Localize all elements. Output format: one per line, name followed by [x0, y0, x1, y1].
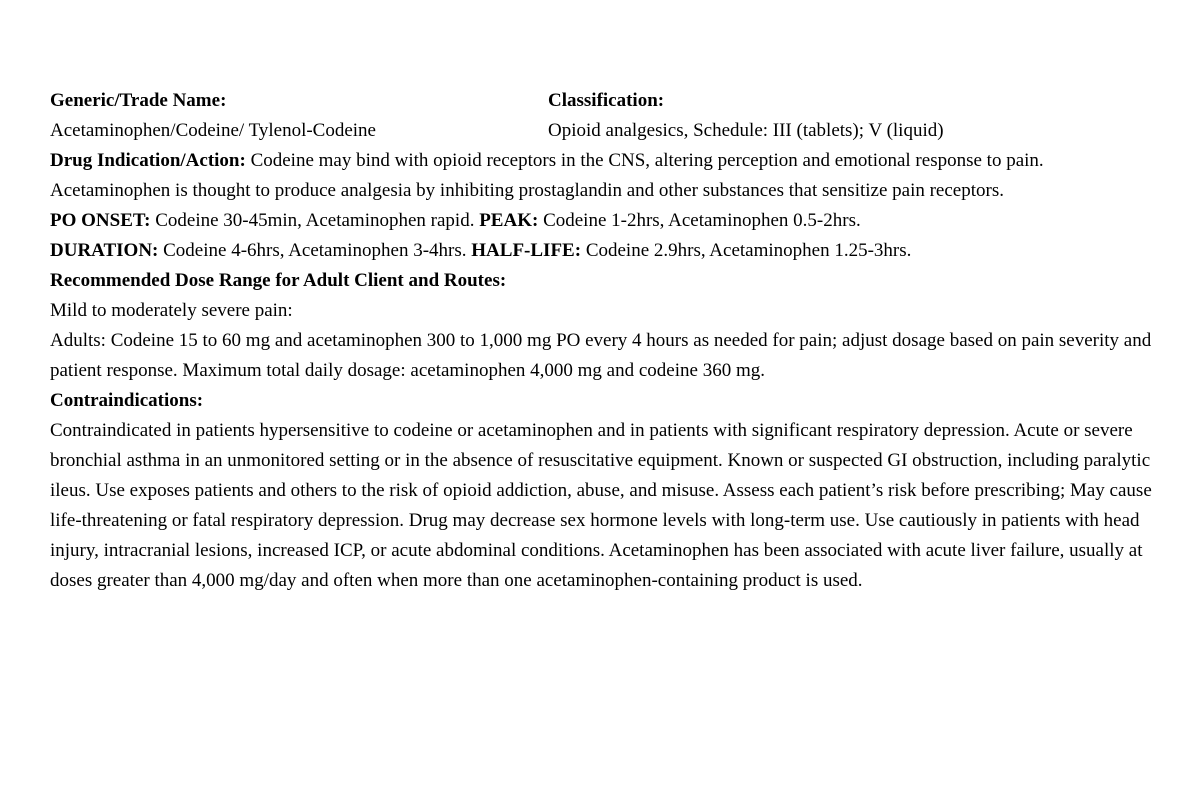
- drug-card: [50, 86, 1152, 596]
- duration-text: Codeine 4-6hrs, Acetaminophen 3-4hrs.: [158, 240, 472, 261]
- halflife-text: Codeine 2.9hrs, Acetaminophen 1.25-3hrs.: [581, 240, 912, 261]
- classification-label: Classification:: [548, 90, 665, 111]
- duration-label: DURATION:: [50, 240, 159, 261]
- indication-text: Codeine may bind with opioid receptors in the CNS, altering perception and emotional response to pain. Acetaminophen is thought to produce analgesia by inhibiting prostaglandin and other substances that sensitize pain receptors.: [50, 150, 1044, 201]
- contraindications-text: Contraindicated in patients hypersensitive to codeine or acetaminophen and in patients with significant respiratory depression. Acute or severe bronchial asthma in an unmonitored setting or in the absence of resuscitative equipment. Known or suspected GI obstruction, including paralytic ileus. Use exposes patients and others to the risk of opioid addiction, abuse, and misuse. Assess each patient’s risk before prescribing; May cause life-threatening or fatal respiratory depression. Drug may decrease sex hormone levels with long-term use. Use cautiously in patients with head injury, intracranial lesions, increased ICP, or acute abdominal conditions. Acetaminophen has been associated with acute liver failure, usually at doses greater than 4,000 mg/day and often when more than one acetaminophen-containing product is used.: [50, 420, 1152, 591]
- contraindications-heading: Contraindications:: [50, 390, 204, 411]
- classification-value: Opioid analgesics, Schedule: III (tablets); V (liquid): [548, 120, 944, 141]
- indication-label: Drug Indication/Action:: [50, 150, 246, 171]
- onset-label: PO ONSET:: [50, 210, 151, 231]
- peak-label: PEAK:: [479, 210, 539, 231]
- onset-text: Codeine 30-45min, Acetaminophen rapid.: [150, 210, 480, 231]
- header-labels-row: [50, 86, 1152, 116]
- header-values-row: [50, 116, 1152, 146]
- peak-text: Codeine 1-2hrs, Acetaminophen 0.5-2hrs.: [538, 210, 861, 231]
- generic-trade-name-value: Acetaminophen/Codeine/ Tylenol-Codeine: [50, 120, 376, 141]
- dose-heading: Recommended Dose Range for Adult Client and Routes:: [50, 270, 507, 291]
- indication-section: [50, 146, 1152, 206]
- dose-text: Adults: Codeine 15 to 60 mg and acetaminophen 300 to 1,000 mg PO every 4 hours as needed for pain; adjust dosage based on pain severity and patient response. Maximum total daily dosage: acetaminophen 4,000 mg and codeine 360 mg.: [50, 330, 1152, 381]
- onset-peak-line: [50, 206, 1152, 236]
- generic-trade-name-label: Generic/Trade Name:: [50, 90, 227, 111]
- halflife-label: HALF-LIFE:: [471, 240, 582, 261]
- duration-halflife-line: [50, 236, 1152, 266]
- dose-subheading: Mild to moderately severe pain:: [50, 300, 293, 321]
